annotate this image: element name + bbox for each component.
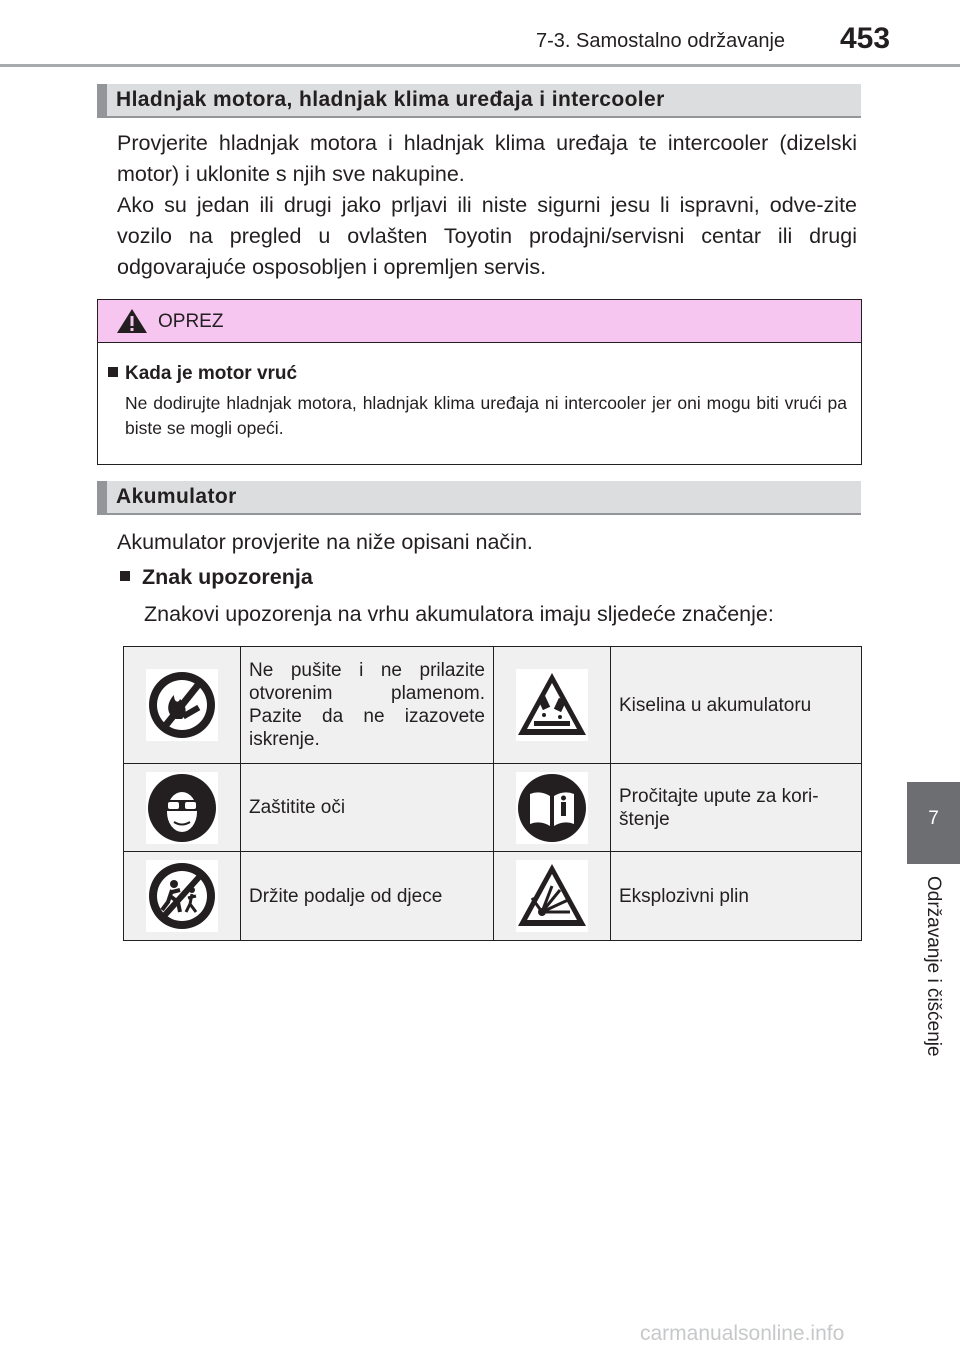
caution-text: Ne dodirujte hladnjak motora, hladnjak klima uređaja ni intercooler jer oni mogu biti vrući pa biste se mogli opeći.: [125, 393, 847, 438]
explosive-gas-icon: [516, 860, 588, 932]
table-row: [124, 764, 862, 852]
table-cell-icon: [494, 764, 611, 852]
section-title-battery: [97, 481, 861, 515]
section-title-radiator: [97, 84, 861, 118]
read-manual-icon: [516, 772, 588, 844]
bullet-square-icon: [108, 367, 118, 377]
header-section-title: 7-3. Samostalno održavanje: [536, 30, 786, 52]
caution-label: OPREZ: [158, 311, 224, 332]
table-cell-icon: [494, 852, 611, 941]
keep-children-away-icon: [146, 860, 218, 932]
caution-box: [97, 299, 862, 465]
header-divider: [0, 64, 960, 67]
no-smoking-flame-icon: [146, 669, 218, 741]
caution-subheading-text: Kada je motor vruć: [125, 363, 298, 384]
sign-label-no-smoking: Ne pušite i ne prilazite otvorenim plamenom. Pazite da ne izazovete iskrenje.: [241, 647, 494, 764]
chapter-number: 7: [928, 808, 939, 829]
sign-label-eye-protection: Zaštitite oči: [241, 764, 494, 852]
table-cell-icon: [124, 647, 241, 764]
warning-signs-table: [123, 646, 862, 941]
table-cell-icon: [124, 764, 241, 852]
footer-watermark: carmanualsonline.info: [640, 1322, 845, 1345]
section-title-text: Akumulator: [116, 485, 237, 508]
chapter-tab[interactable]: [907, 782, 960, 864]
table-cell-icon: [494, 647, 611, 764]
warning-triangle-icon: [116, 308, 148, 334]
section-title-text: Hladnjak motora, hladnjak klima uređaja i intercooler: [116, 88, 665, 111]
caution-header: [98, 300, 861, 343]
sign-label-children: Držite podalje od djece: [241, 852, 494, 941]
caution-subheading: [108, 363, 297, 385]
table-row: [124, 852, 862, 941]
eye-protection-icon: [146, 772, 218, 844]
chapter-title: Održavanje i čišćenje: [923, 876, 944, 1057]
table-row: [124, 647, 862, 764]
paragraph-battery-intro: Akumulator provjerite na niže opisani način.: [117, 530, 533, 554]
bullet-square-icon: [120, 571, 130, 581]
table-cell-icon: [124, 852, 241, 941]
sign-label-read-manual: Pročitajte upute za kori-štenje: [611, 764, 862, 852]
sign-label-acid: Kiselina u akumulatoru: [611, 647, 862, 764]
subheading-text: Znak upozorenja: [142, 565, 313, 589]
paragraph-signs-meaning: Znakovi upozorenja na vrhu akumulatora imaju sljedeće značenje:: [144, 602, 774, 626]
sign-label-explosive: Eksplozivni plin: [611, 852, 862, 941]
subheading-warning-signs: [120, 565, 313, 590]
paragraph-radiator-check: Provjerite hladnjak motora i hladnjak klima uređaja te intercooler (dizelski motor) i uklonite s njih sve nakupine.: [117, 131, 857, 186]
acid-corrosive-icon: [516, 669, 588, 741]
paragraph-radiator-service: Ako su jedan ili drugi jako prljavi ili niste sigurni jesu li ispravni, odve-zite vozilo na pregled u ovlašten Toyotin prodajni/servisni centar ili drugi odgovarajuće osposobljen i opremljen servis.: [117, 193, 857, 279]
page-number: 453: [840, 22, 891, 55]
